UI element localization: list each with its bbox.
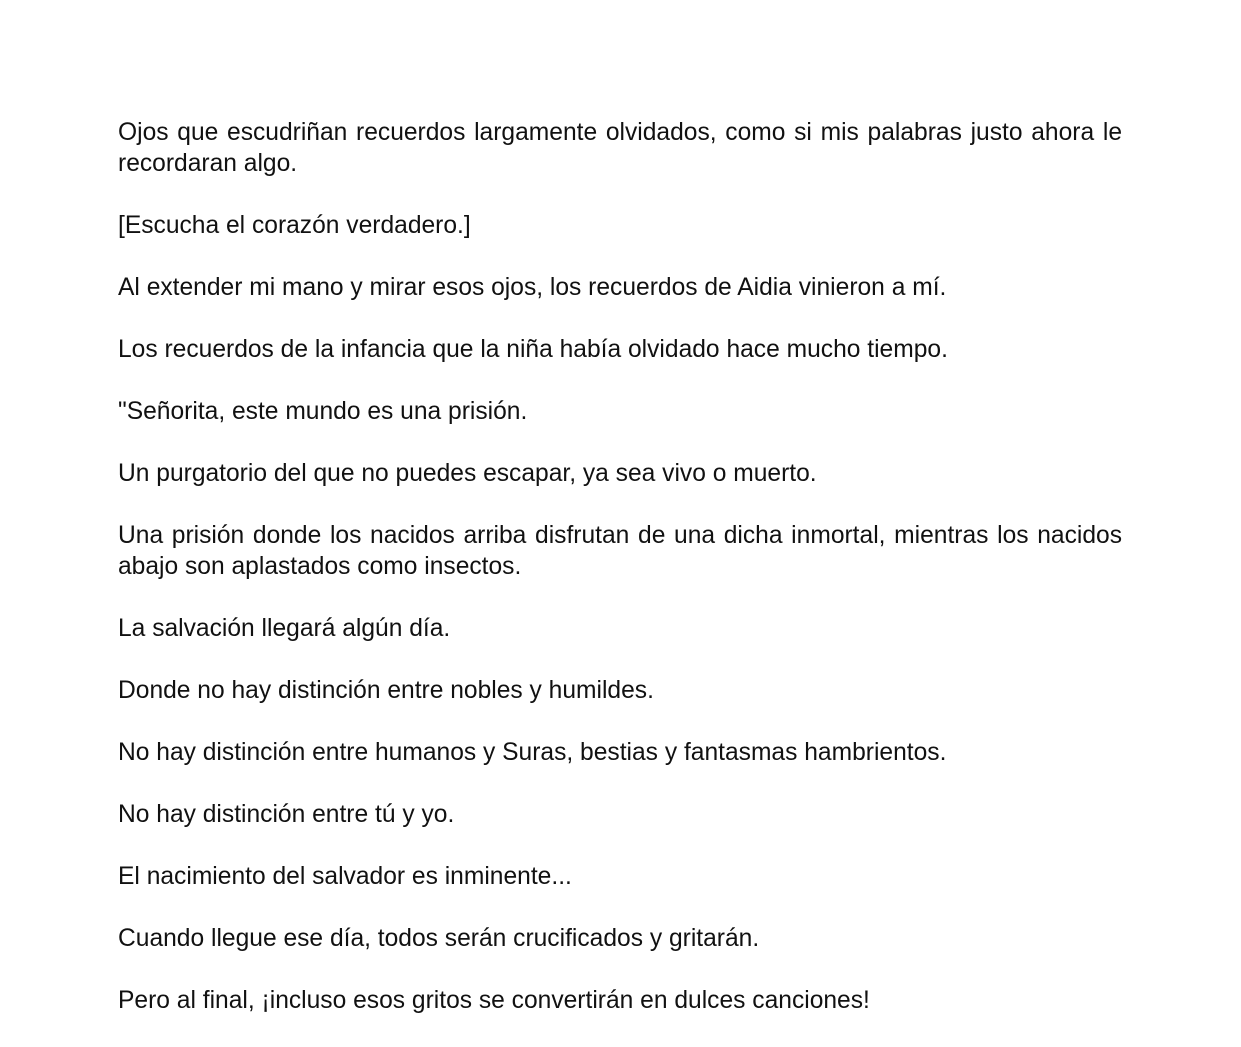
paragraph: [Escucha el corazón verdadero.] — [118, 212, 471, 239]
paragraph: No hay distinción entre tú y yo. — [118, 801, 455, 828]
document-page — [118, 117, 1122, 1047]
paragraph: Una prisión donde los nacidos arriba disfrutan de una dicha inmortal, mientras los nacidos abajo son aplastados como insectos. — [118, 522, 1122, 580]
paragraph: El nacimiento del salvador es inminente... — [118, 863, 572, 890]
paragraph: Donde no hay distinción entre nobles y humildes. — [118, 677, 654, 704]
paragraph: Los recuerdos de la infancia que la niña había olvidado hace mucho tiempo. — [118, 336, 948, 363]
paragraph: Ojos que escudriñan recuerdos largamente olvidados, como si mis palabras justo ahora le recordaran algo. — [118, 119, 1122, 177]
paragraph: La salvación llegará algún día. — [118, 615, 451, 642]
paragraph: Cuando llegue ese día, todos serán crucificados y gritarán. — [118, 925, 760, 952]
paragraph: No hay distinción entre humanos y Suras, bestias y fantasmas hambrientos. — [118, 739, 947, 766]
paragraph: Pero al final, ¡incluso esos gritos se convertirán en dulces canciones! — [118, 987, 870, 1014]
paragraph: Al extender mi mano y mirar esos ojos, los recuerdos de Aidia vinieron a mí. — [118, 274, 947, 301]
paragraph: "Señorita, este mundo es una prisión. — [118, 398, 528, 425]
paragraph: Un purgatorio del que no puedes escapar, ya sea vivo o muerto. — [118, 460, 817, 487]
